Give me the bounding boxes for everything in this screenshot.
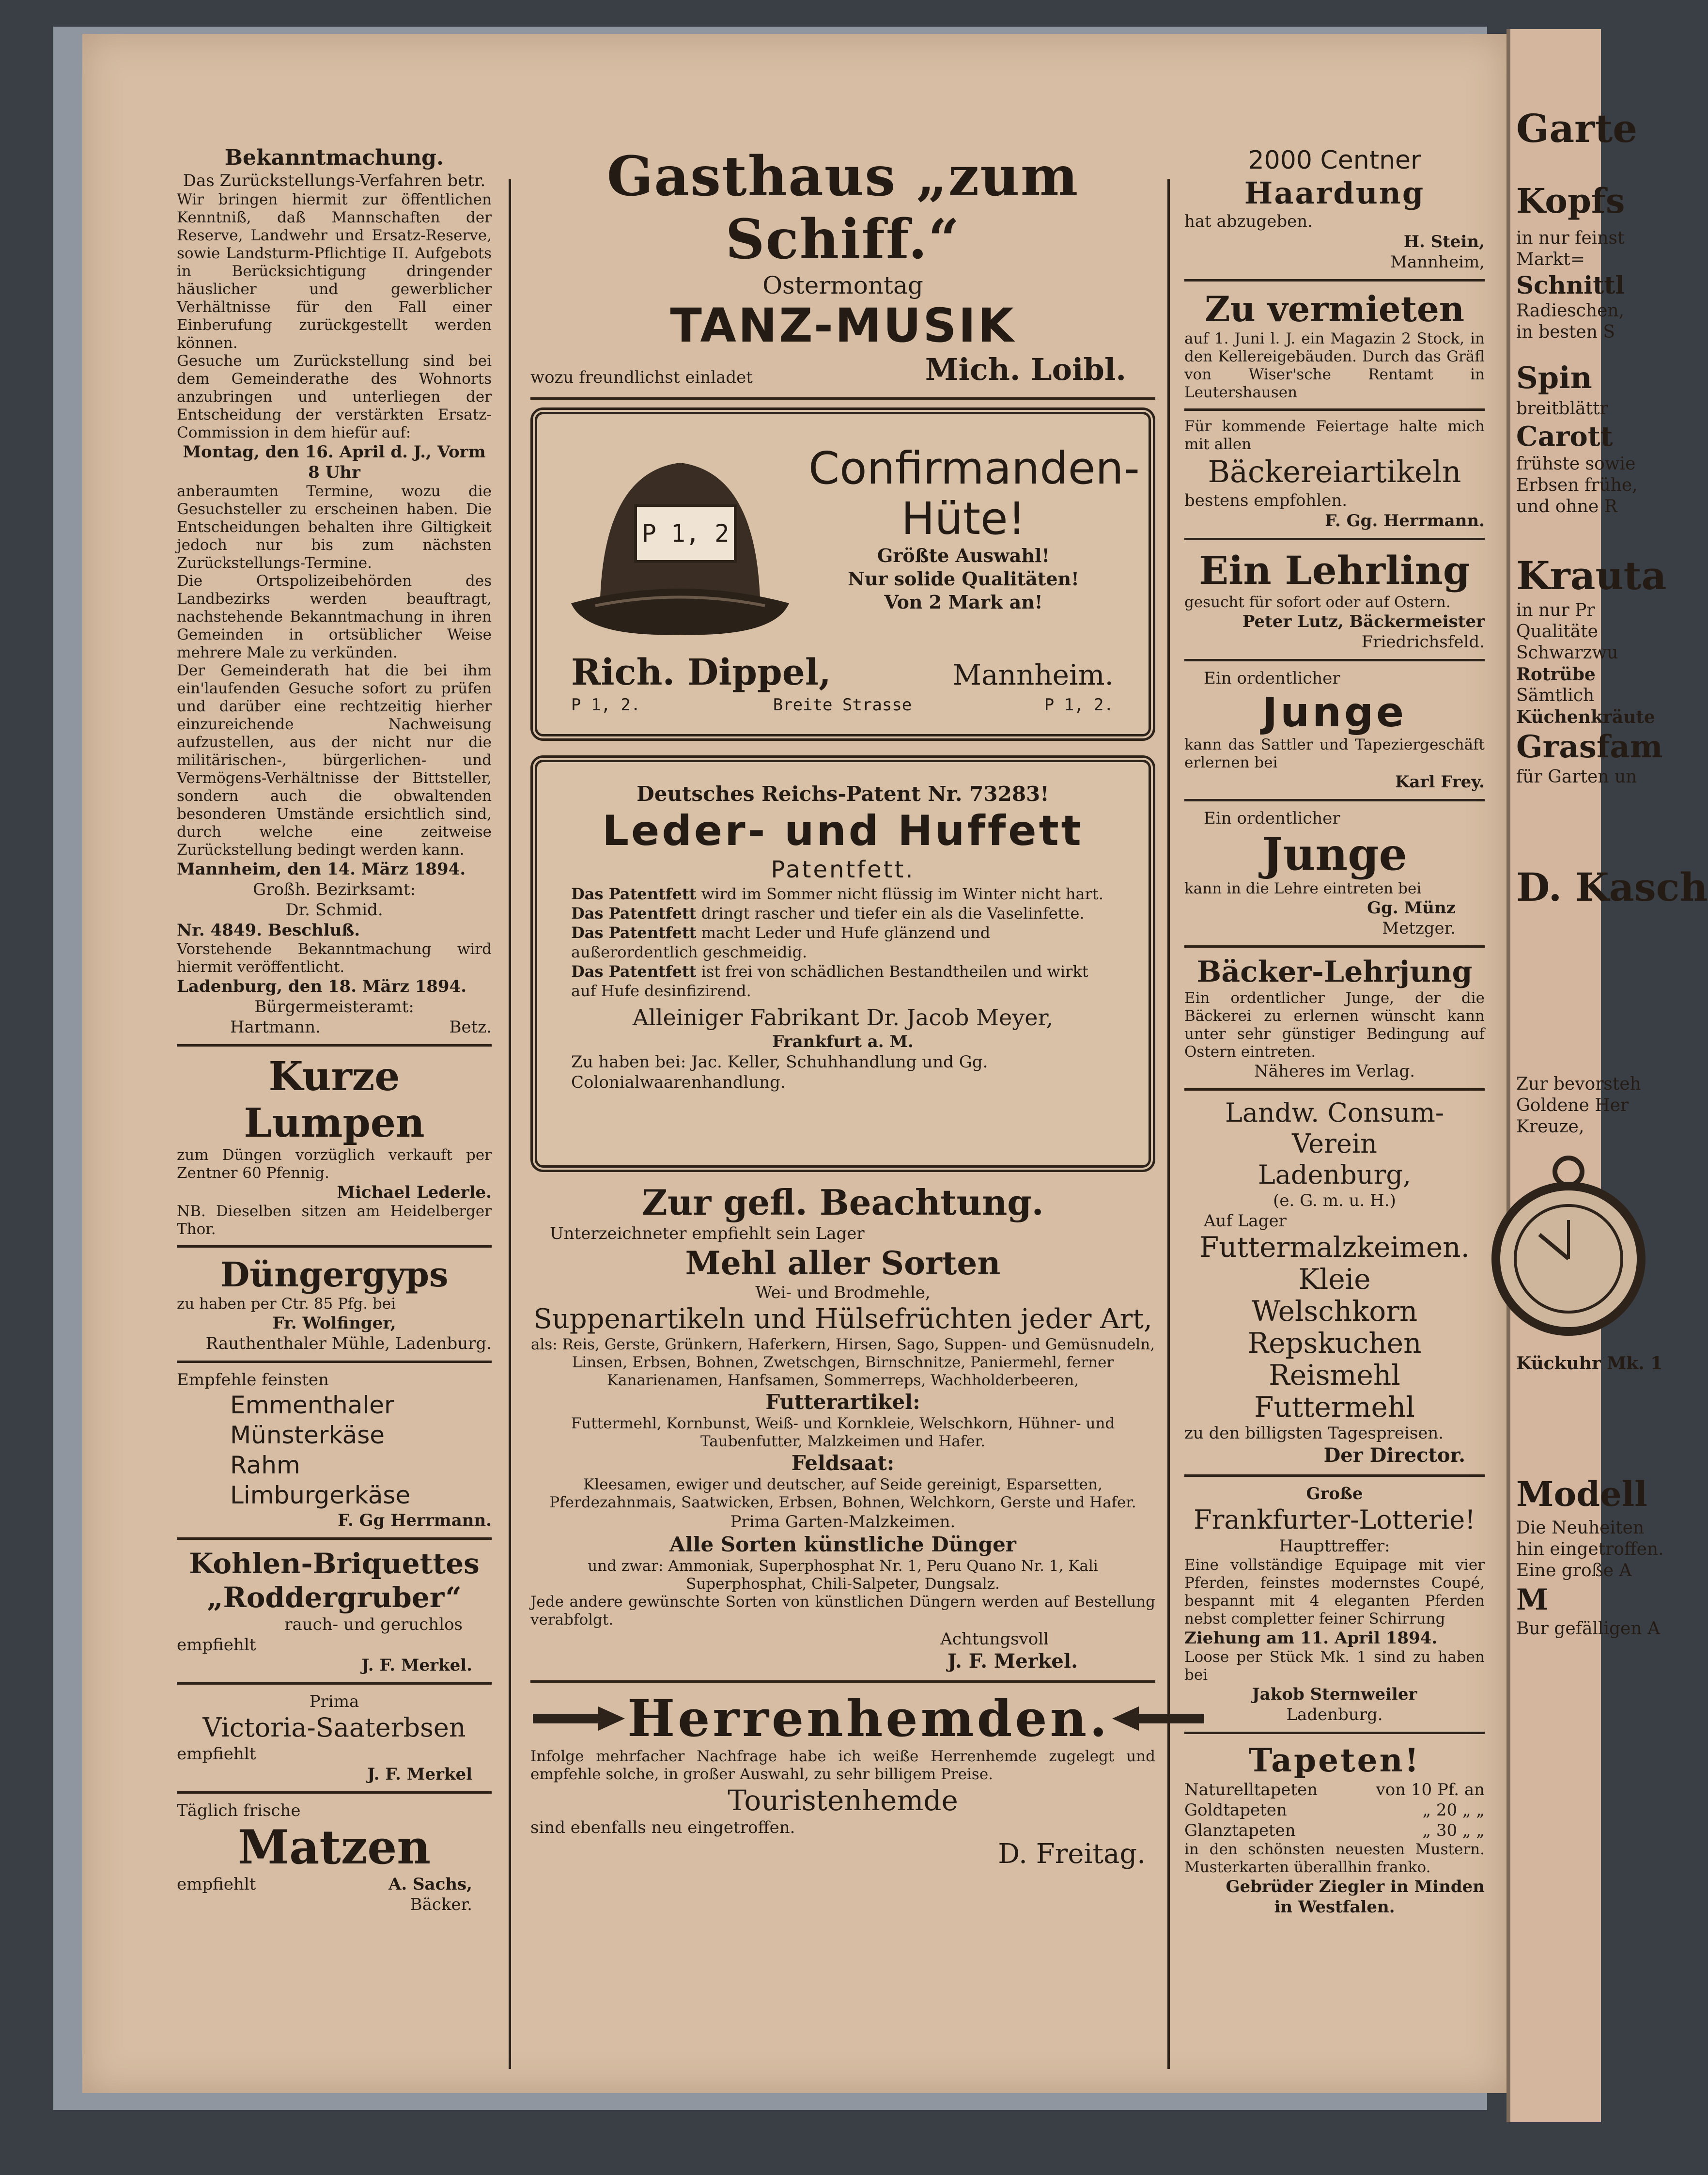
bek-date: Montag, den 16. April d. J., Vorm 8 Uhr (183, 442, 486, 482)
tap-r3a: Glanztapeten (1184, 1821, 1296, 1840)
bek-office: Großh. Bezirksamt: (253, 880, 416, 899)
tap-r1a: Naturelltapeten (1184, 1780, 1318, 1799)
bek-signature-row (177, 1017, 492, 1037)
bek-title: Bekanntmachung. (224, 145, 444, 170)
beacht-feld-text: Kleesamen, ewiger und deutscher, auf Seide gereinigt, Esparsetten, Pferdezahnmais, Saatwicken, Erbsen, Bohnen, Welchkorn, Gerste und Hafer. (549, 1476, 1136, 1511)
leder-l3a: Das Patentfett (571, 923, 697, 942)
gyps-title: Düngergyps (220, 1254, 449, 1295)
beacht-name: J. F. Merkel. (947, 1650, 1078, 1673)
conf-line-1: Größte Auswahl! (877, 545, 1050, 566)
tap-name: Gebrüder Ziegler in Minden (1226, 1877, 1485, 1896)
edge-line: Garte (1516, 106, 1638, 151)
junge2-job: Metzger. (1382, 919, 1456, 938)
lumpen-note: NB. Dieselben sitzen am Heidelberger Thor. (177, 1203, 492, 1238)
edge-line: Schnittl (1516, 271, 1625, 299)
beacht-supp: Suppenartikeln und Hülsefrüchten jeder Art, (533, 1303, 1152, 1335)
edge-line: frühste sowie (1516, 454, 1636, 474)
divider (530, 1680, 1155, 1683)
beacht-feld: Feldsaat: (791, 1451, 895, 1475)
edge-line: Kreuze, (1516, 1117, 1584, 1137)
baeck-text: bestens empfohlen. (1184, 491, 1348, 510)
edge-line: Kückuhr Mk. 1 (1516, 1353, 1663, 1374)
beacht-futter-text: Futtermehl, Kornbunst, Weiß- und Kornkleie, Welschkorn, Hühner- und Taubenfutter, Malzkeimen und Hafer. (571, 1415, 1115, 1450)
kaese-rahm: Rahm (230, 1451, 300, 1479)
beacht-duenger: Alle Sorten künstliche Dünger (669, 1533, 1016, 1556)
conf-title-2: Hüte! (901, 493, 1026, 545)
divider (177, 1791, 492, 1794)
kohlen-subtitle: „Roddergruber“ (207, 1581, 462, 1614)
tap-title: Tapeten! (1248, 1741, 1421, 1779)
beacht-title: Zur gefl. Beachtung. (642, 1182, 1044, 1223)
edge-line: M (1516, 1583, 1549, 1617)
divider (1184, 408, 1485, 411)
edge-line: Carott (1516, 421, 1613, 453)
lumpen-name: Michael Lederle. (337, 1183, 492, 1202)
consum-item-6: Futtermehl (1254, 1391, 1415, 1424)
lehr-title: Ein Lehrling (1199, 548, 1470, 593)
vic-name: J. F. Merkel (367, 1765, 472, 1784)
column-3 (1184, 145, 1485, 1917)
edge-line: Erbsen frühe, (1516, 475, 1638, 495)
kohlen-title: Kohlen-Briquettes (189, 1547, 480, 1580)
pocket-watch-icon (1510, 1147, 1601, 1351)
bl-more: Näheres im Verlag. (1254, 1062, 1415, 1081)
consum-name: Der Director. (1323, 1444, 1465, 1467)
edge-line: Kopfs (1516, 181, 1625, 221)
consum-item-1: Futtermalzkeimen. (1199, 1231, 1470, 1264)
pointing-hand-right-icon (530, 1702, 627, 1736)
edge-line: Radieschen, (1516, 301, 1625, 321)
conf-line-3: Von 2 Mark an! (884, 591, 1043, 613)
kohlen-text: rauch- und geruchlos (284, 1615, 463, 1634)
bl-title: Bäcker-Lehrjung (1196, 955, 1473, 989)
divider (1184, 659, 1485, 661)
edge-line: Qualitäte (1516, 622, 1598, 642)
consum-title-1: Landw. Consum-Verein (1225, 1097, 1444, 1159)
consum-item-4: Repskuchen (1247, 1327, 1422, 1360)
junge2-intro: Ein ordentlicher (1204, 809, 1340, 828)
divider (1184, 1732, 1485, 1734)
kaese-intro: Empfehle feinsten (177, 1370, 329, 1390)
beacht-supp-text: als: Reis, Gerste, Grünkern, Haferkern, Hirsen, Sago, Suppen- und Gemüsnudeln, Linsen, Erbsen, Bohnen, Zwetschgen, Birnschnitze, Paniermehl, ferner Kanarienamen, Hanfsamen, Sommerreps, Wachholderbeeren, (530, 1336, 1155, 1389)
divider (177, 1245, 492, 1248)
kaese-limburger: Limburgerkäse (230, 1481, 411, 1509)
kaese-name: F. Gg Herrmann. (338, 1511, 492, 1530)
bek-paragraph-2: Gesuche um Zurückstellung sind bei dem Gemeinderathe des Wohnorts anzubringen und unterliegen der Entscheidung der verstärkten Ersatz-Commission in dem hiefür auf: (177, 352, 492, 441)
consum-item-2: Kleie (1298, 1263, 1371, 1296)
beacht-duenger-text: und zwar: Ammoniak, Superphosphat Nr. 1, Peru Quano Nr. 1, Kali Superphosphat, Chili-Salpeter, Dungsalz. (588, 1557, 1098, 1593)
bek-paragraph-1: Wir bringen hiermit zur öffentlichen Kenntniß, daß Mannschaften der Reserve, Landwehr und Ersatz-Reserve, sowie Landsturm-Pflichtige II. Aufgebots in Berücksichtigung dringender häuslicher und gewerblicher Verhältnisse für den Fall einer Einberufung zurückgestellt werden können. (177, 191, 492, 352)
edge-line: in nur feinst (1516, 228, 1625, 248)
edge-line: Goldene Her (1516, 1095, 1629, 1115)
leder-l1a: Das Patentfett (571, 885, 697, 903)
vic-title: Victoria-Saaterbsen (202, 1712, 466, 1743)
verm-text: auf 1. Juni l. J. ein Magazin 2 Stock, in den Kellereigebäuden. Durch das Gräfl von Wiser'sche Rentamt in Leutershausen (1184, 330, 1485, 401)
gasthaus-event: TANZ-MUSIK (670, 298, 1016, 353)
edge-line: breitblättr (1516, 399, 1608, 419)
edge-line: Grasfam (1516, 729, 1663, 765)
junge2-title: Junge (1261, 828, 1408, 880)
column-rule-1 (509, 179, 511, 2069)
edge-line: Rotrübe (1516, 664, 1596, 685)
baeck-intro: Für kommende Feiertage halte mich mit allen (1184, 418, 1485, 453)
haar-city: Mannheim, (1390, 252, 1485, 272)
column-1 (177, 145, 492, 1915)
edge-line: Sämtlich (1516, 686, 1595, 705)
leder-l4a: Das Patentfett (571, 962, 697, 981)
beacht-feld-prima: Prima Garten-Malzkeimen. (730, 1512, 956, 1532)
kohlen-name: J. F. Merkel. (361, 1656, 472, 1675)
divider (177, 1361, 492, 1363)
lot-price: Loose per Stück Mk. 1 sind zu haben bei (1184, 1648, 1485, 1684)
lot-name: Jakob Sternweiler (1252, 1685, 1417, 1704)
lot-text: Eine vollständige Equipage mit vier Pferden, feinstes modernstes Coupé, bespannt mit 4 eleganten Pferden nebst completter feiner Schirrung (1184, 1556, 1485, 1627)
beacht-mehl-2: Wei- und Brodmehle, (755, 1283, 931, 1302)
divider (177, 1537, 492, 1540)
hemd-text: Infolge mehrfacher Nachfrage habe ich weiße Herrenhemde zugelegt und empfehle solche, in großer Auswahl, zu sehr billigem Preise. (530, 1748, 1155, 1783)
lot-sub: Haupttreffer: (1279, 1536, 1390, 1556)
kohlen-empfiehlt: empfiehlt (177, 1635, 256, 1655)
junge1-text: kann das Sattler und Tapeziergeschäft erlernen bei (1184, 736, 1485, 771)
tap-place: in Westfalen. (1274, 1897, 1395, 1917)
adjacent-page-edge (1506, 29, 1708, 2122)
junge1-intro: Ein ordentlicher (1204, 669, 1340, 688)
leder-availability: Zu haben bei: Jac. Keller, Schuhhandlung und Gg. Colonialwaarenhandlung. (571, 1052, 988, 1092)
conf-address-2: P 1, 2. (1044, 695, 1114, 715)
gasthaus-invite: wozu freundlichst einladet (530, 368, 753, 387)
conf-city: Mannheim. (952, 658, 1114, 691)
edge-line: Die Neuheiten (1516, 1518, 1645, 1538)
edge-line: für Garten un (1516, 767, 1637, 787)
bek-number: Nr. 4849. Beschluß. (177, 921, 360, 940)
haar-title: Haardung (1244, 175, 1425, 211)
tap-r2b: „ 20 „ „ (1422, 1800, 1485, 1820)
leder-l2b: dringt rascher und tiefer ein als die Vaselinfette. (701, 904, 1085, 923)
divider (1184, 538, 1485, 540)
consum-intro: Auf Lager (1204, 1211, 1287, 1231)
vic-empfiehlt: empfiehlt (177, 1744, 256, 1764)
gasthaus-day: Ostermontag (762, 271, 923, 299)
leder-title: Leder- und Huffett (602, 807, 1084, 855)
edge-line: Markt= (1516, 250, 1585, 269)
bek-signature-2: Hartmann. (230, 1017, 321, 1037)
bek-signature: Dr. Schmid. (285, 900, 383, 920)
edge-line: Eine große A (1516, 1561, 1632, 1580)
edge-line: hin eingetroffen. (1516, 1539, 1664, 1559)
leder-city: Frankfurt a. M. (772, 1032, 914, 1051)
bl-text: Ein ordentlicher Junge, der die Bäckerei zu erlernen wünscht kann unter sehr günstiger Bedingung auf Ostern eintreten. (1184, 989, 1485, 1061)
leder-patent: Deutsches Reichs-Patent Nr. 73283! (637, 782, 1049, 806)
tap-r1b: von 10 Pf. an (1376, 1780, 1485, 1799)
baeck-name: F. Gg. Herrmann. (1325, 511, 1485, 531)
bek-subtitle: Das Zurückstellungs-Verfahren betr. (183, 171, 486, 190)
conf-title-1: Confirmanden- (808, 442, 1140, 494)
gyps-place: Rauthenthaler Mühle, Ladenburg. (205, 1334, 492, 1353)
conf-street: Breite Strasse (773, 695, 912, 715)
divider (1184, 945, 1485, 948)
edge-line: in nur Pr (1516, 600, 1595, 620)
beacht-futter: Futterartikel: (765, 1390, 920, 1414)
junge2-text: kann in die Lehre eintreten bei (1184, 880, 1422, 897)
consum-text: zu den billigsten Tagespreisen. (1184, 1424, 1444, 1443)
matzen-row (177, 1874, 492, 1894)
lehr-name: Peter Lutz, Bäckermeister (1242, 612, 1485, 631)
tap-r2a: Goldtapeten (1184, 1800, 1287, 1820)
conf-firm: Rich. Dippel, (571, 652, 831, 693)
edge-line: Krauta (1516, 553, 1667, 598)
beacht-other: Jede andere gewünschte Sorten von künstlichen Düngern werden auf Bestellung verabfolgt. (530, 1593, 1155, 1628)
consum-sub: (e. G. m. u. H.) (1273, 1191, 1396, 1210)
hemd-more: sind ebenfalls neu eingetroffen. (530, 1818, 795, 1837)
divider (177, 1682, 492, 1685)
newspaper-page (82, 34, 1506, 2093)
leder-subtitle: Patentfett. (771, 856, 915, 883)
bek-paragraph-6: Vorstehende Bekanntmachung wird hiermit veröffentlicht. (177, 940, 492, 976)
column-2 (530, 145, 1155, 1871)
tap-r3b: „ 30 „ „ (1422, 1821, 1485, 1840)
consum-item-3: Welschkorn (1251, 1295, 1418, 1328)
haar-text: hat abzugeben. (1184, 212, 1313, 231)
lehr-text: gesucht für sofort oder auf Ostern. (1184, 594, 1451, 611)
tap-text: in den schönsten neuesten Mustern. Musterkarten überallhin franko. (1184, 1841, 1485, 1876)
lot-draw: Ziehung am 11. April 1894. (1184, 1628, 1438, 1648)
junge1-name: Karl Frey. (1395, 772, 1485, 792)
gyps-name: Fr. Wolfinger, (272, 1314, 396, 1333)
beacht-regards: Achtungsvoll (940, 1629, 1049, 1649)
hemd-tourist: Touristenhemde (728, 1784, 958, 1817)
kaese-muenster: Münsterkäse (230, 1421, 385, 1449)
matzen-empfiehlt: empfiehlt (177, 1875, 256, 1894)
hemd-header (530, 1690, 1155, 1748)
bek-paragraph-4: Die Ortspolizeibehörden des Landbezirks werden beauftragt, nachstehende Bekanntmachung in ihren Gemeinden in ortsüblicher Weise mehrere Male zu verkünden. (177, 572, 492, 661)
bek-signature-betz: Betz. (449, 1017, 492, 1037)
lumpen-title: Kurze Lumpen (244, 1053, 425, 1146)
divider (530, 397, 1155, 400)
gyps-text: zu haben per Ctr. 85 Pfg. bei (177, 1295, 396, 1313)
confirmanden-ad (530, 407, 1155, 741)
matzen-intro: Täglich frische (177, 1801, 301, 1820)
matzen-job: Bäcker. (410, 1895, 472, 1914)
edge-line: und ohne R (1516, 497, 1617, 516)
haar-name: H. Stein, (1403, 232, 1485, 251)
bek-office-2: Bürgermeisteramt: (254, 997, 414, 1017)
matzen-name: A. Sachs, (388, 1875, 472, 1894)
conf-line-2: Nur solide Qualitäten! (848, 568, 1079, 590)
edge-line: in besten S (1516, 322, 1615, 342)
leder-l4b: ist frei von schädlichen Bestandtheilen und wirkt auf Hufe desinfizirend. (571, 962, 1088, 1000)
divider (177, 1044, 492, 1047)
bek-place-date: Mannheim, den 14. März 1894. (177, 860, 466, 879)
edge-line: Modell (1516, 1474, 1647, 1514)
divider (1184, 799, 1485, 801)
edge-line: D. Kasch (1516, 864, 1708, 910)
conf-address-1: P 1, 2. (571, 695, 641, 715)
leder-maker: Alleiniger Fabrikant Dr. Jacob Meyer, (632, 1004, 1054, 1031)
vic-prima: Prima (309, 1692, 359, 1711)
lumpen-text: zum Düngen vorzüglich verkauft per Zentner 60 Pfennig. (177, 1146, 492, 1182)
junge2-name: Gg. Münz (1367, 898, 1456, 918)
edge-line: Küchenkräute (1516, 707, 1655, 727)
edge-line: Schwarzwu (1516, 643, 1618, 663)
gasthaus-name: Mich. Loibl. (925, 352, 1126, 387)
bek-paragraph-5: Der Gemeinderath hat die bei ihm ein'laufenden Gesuche sofort zu prüfen und darüber eine rechtzeitig hierher einzureichende Nachweisung aufzustellen, aus der nicht nur die militärischen-, bürgerlichen- und Vermögens-Verhältnisse der Bittsteller, sondern auch die obwaltenden besonderen Umstände ersichtlich sind, durch welche eine zeitweise Zurückstellung bedingt werden kann. (177, 662, 492, 859)
leder-ad (530, 755, 1155, 1172)
beacht-mehl: Mehl aller Sorten (685, 1244, 1001, 1282)
edge-line: Zur bevorsteh (1516, 1074, 1641, 1094)
edge-line: Bur gefälligen A (1516, 1619, 1660, 1639)
hemd-title: Herrenhemden. (627, 1689, 1110, 1748)
baeck-title: Bäckereiartikeln (1208, 454, 1461, 489)
lot-place: Ladenburg. (1286, 1705, 1383, 1724)
bek-paragraph-3: anberaumten Termine, wozu die Gesuchsteller zu erscheinen haben. Die Entscheidungen behalten ihre Giltigkeit jedoch nur bis zum nächsten Zurückstellungs-Termine. (177, 483, 492, 572)
column-rule-2 (1167, 179, 1170, 2069)
kaese-emmenthaler: Emmenthaler (230, 1391, 394, 1419)
verm-title: Zu vermieten (1204, 288, 1465, 329)
divider (1184, 1474, 1485, 1477)
lot-title: Frankfurter-Lotterie! (1194, 1504, 1475, 1535)
edge-line: Spin (1516, 360, 1592, 395)
consum-item-5: Reismehl (1269, 1359, 1400, 1392)
haar-qty: 2000 Centner (1248, 146, 1421, 175)
hemd-name: D. Freitag. (998, 1838, 1146, 1870)
hat-label: P 1, 2 (634, 504, 737, 563)
leder-l1b: wird im Sommer nicht flüssig im Winter nicht hart. (701, 885, 1103, 903)
lehr-place: Friedrichsfeld. (1361, 632, 1485, 652)
bek-place-date-2: Ladenburg, den 18. März 1894. (177, 977, 467, 996)
divider (1184, 279, 1485, 282)
lot-intro: Große (1306, 1484, 1363, 1503)
leder-l2a: Das Patentfett (571, 904, 697, 923)
leder-l3b: macht Leder und Hufe glänzend und außerordentlich geschmeidig. (571, 923, 991, 961)
junge1-title: Junge (1262, 688, 1407, 736)
divider (1184, 1088, 1485, 1091)
gasthaus-title: Gasthaus „zum Schiff.“ (606, 145, 1079, 271)
beacht-intro: Unterzeichneter empfiehlt sein Lager (550, 1224, 865, 1243)
matzen-title: Matzen (237, 1820, 431, 1875)
consum-title-2: Ladenburg, (1258, 1159, 1412, 1190)
